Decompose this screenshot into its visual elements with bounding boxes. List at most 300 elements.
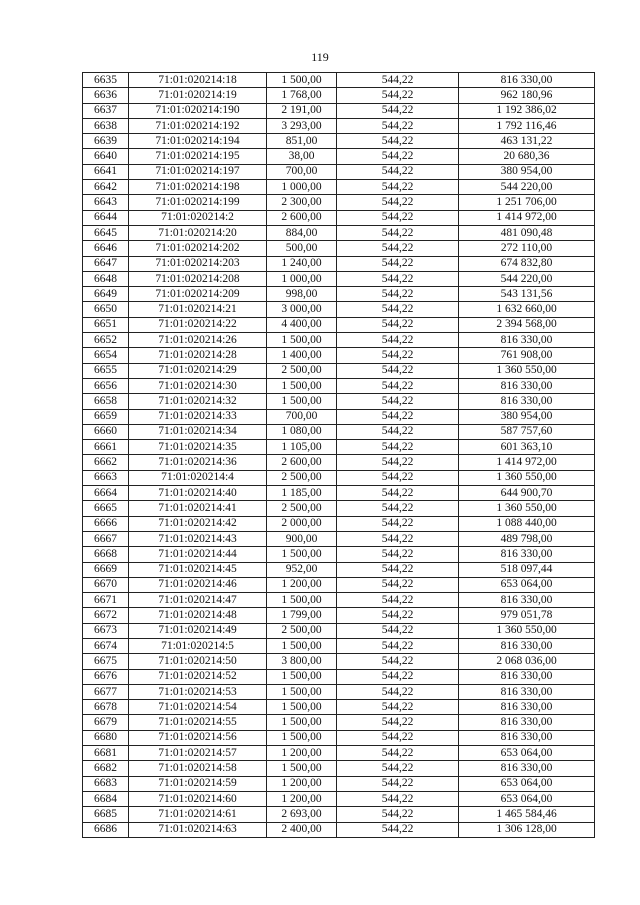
rate-cell: 544,22	[337, 730, 459, 745]
cadastral-number-cell: 71:01:020214:22	[129, 317, 267, 332]
area-cell: 2 000,00	[267, 516, 337, 531]
value-cell: 1 360 550,00	[459, 623, 595, 638]
row-number-cell: 6655	[83, 363, 129, 378]
rate-cell: 544,22	[337, 409, 459, 424]
cadastral-number-cell: 71:01:020214:43	[129, 531, 267, 546]
rate-cell: 544,22	[337, 516, 459, 531]
cadastral-number-cell: 71:01:020214:50	[129, 654, 267, 669]
cadastral-number-cell: 71:01:020214:34	[129, 424, 267, 439]
cadastral-number-cell: 71:01:020214:40	[129, 486, 267, 501]
cadastral-number-cell: 71:01:020214:20	[129, 225, 267, 240]
area-cell: 1 500,00	[267, 700, 337, 715]
value-cell: 544 220,00	[459, 180, 595, 195]
area-cell: 3 000,00	[267, 302, 337, 317]
cadastral-number-cell: 71:01:020214:55	[129, 715, 267, 730]
cadastral-number-cell: 71:01:020214:46	[129, 577, 267, 592]
row-number-cell: 6686	[83, 822, 129, 837]
table-row	[83, 730, 595, 745]
value-cell: 272 110,00	[459, 241, 595, 256]
area-cell: 1 500,00	[267, 638, 337, 653]
area-cell: 2 500,00	[267, 501, 337, 516]
cadastral-number-cell: 71:01:020214:203	[129, 256, 267, 271]
table-row	[83, 761, 595, 776]
area-cell: 1 500,00	[267, 333, 337, 348]
row-number-cell: 6679	[83, 715, 129, 730]
row-number-cell: 6640	[83, 149, 129, 164]
cadastral-number-cell: 71:01:020214:4	[129, 470, 267, 485]
rate-cell: 544,22	[337, 88, 459, 103]
area-cell: 1 500,00	[267, 394, 337, 409]
row-number-cell: 6669	[83, 562, 129, 577]
value-cell: 601 363,10	[459, 440, 595, 455]
value-cell: 816 330,00	[459, 333, 595, 348]
area-cell: 1 500,00	[267, 715, 337, 730]
value-cell: 1 360 550,00	[459, 363, 595, 378]
rate-cell: 544,22	[337, 593, 459, 608]
cadastral-number-cell: 71:01:020214:21	[129, 302, 267, 317]
table-row	[83, 501, 595, 516]
area-cell: 1 500,00	[267, 669, 337, 684]
row-number-cell: 6656	[83, 378, 129, 393]
row-number-cell: 6681	[83, 746, 129, 761]
table-row	[83, 791, 595, 806]
row-number-cell: 6647	[83, 256, 129, 271]
cadastral-number-cell: 71:01:020214:28	[129, 348, 267, 363]
rate-cell: 544,22	[337, 700, 459, 715]
cadastral-number-cell: 71:01:020214:198	[129, 180, 267, 195]
value-cell: 543 131,56	[459, 287, 595, 302]
value-cell: 816 330,00	[459, 669, 595, 684]
rate-cell: 544,22	[337, 195, 459, 210]
cadastral-number-cell: 71:01:020214:190	[129, 103, 267, 118]
rate-cell: 544,22	[337, 225, 459, 240]
table-row	[83, 684, 595, 699]
row-number-cell: 6680	[83, 730, 129, 745]
cadastral-number-cell: 71:01:020214:61	[129, 807, 267, 822]
row-number-cell: 6670	[83, 577, 129, 592]
cadastral-number-cell: 71:01:020214:26	[129, 333, 267, 348]
rate-cell: 544,22	[337, 791, 459, 806]
area-cell: 1 400,00	[267, 348, 337, 363]
rate-cell: 544,22	[337, 256, 459, 271]
table-row	[83, 348, 595, 363]
rate-cell: 544,22	[337, 394, 459, 409]
cadastral-number-cell: 71:01:020214:209	[129, 287, 267, 302]
value-cell: 816 330,00	[459, 761, 595, 776]
table-row	[83, 88, 595, 103]
table-row	[83, 225, 595, 240]
value-cell: 816 330,00	[459, 730, 595, 745]
cadastral-number-cell: 71:01:020214:58	[129, 761, 267, 776]
table-row	[83, 302, 595, 317]
area-cell: 3 800,00	[267, 654, 337, 669]
area-cell: 700,00	[267, 164, 337, 179]
table-row	[83, 654, 595, 669]
rate-cell: 544,22	[337, 654, 459, 669]
cadastral-number-cell: 71:01:020214:60	[129, 791, 267, 806]
row-number-cell: 6674	[83, 638, 129, 653]
cadastral-number-cell: 71:01:020214:42	[129, 516, 267, 531]
row-number-cell: 6645	[83, 225, 129, 240]
area-cell: 1 185,00	[267, 486, 337, 501]
rate-cell: 544,22	[337, 776, 459, 791]
value-cell: 816 330,00	[459, 700, 595, 715]
rate-cell: 544,22	[337, 73, 459, 88]
value-cell: 653 064,00	[459, 791, 595, 806]
cadastral-number-cell: 71:01:020214:199	[129, 195, 267, 210]
rate-cell: 544,22	[337, 715, 459, 730]
rate-cell: 544,22	[337, 807, 459, 822]
area-cell: 1 200,00	[267, 776, 337, 791]
area-cell: 3 293,00	[267, 118, 337, 133]
rate-cell: 544,22	[337, 348, 459, 363]
rate-cell: 544,22	[337, 317, 459, 332]
row-number-cell: 6644	[83, 210, 129, 225]
cadastral-number-cell: 71:01:020214:57	[129, 746, 267, 761]
value-cell: 816 330,00	[459, 547, 595, 562]
row-number-cell: 6677	[83, 684, 129, 699]
data-table	[82, 72, 595, 838]
area-cell: 1 500,00	[267, 547, 337, 562]
value-cell: 1 251 706,00	[459, 195, 595, 210]
area-cell: 1 500,00	[267, 378, 337, 393]
value-cell: 1 632 660,00	[459, 302, 595, 317]
row-number-cell: 6667	[83, 531, 129, 546]
value-cell: 816 330,00	[459, 394, 595, 409]
value-cell: 1 306 128,00	[459, 822, 595, 837]
rate-cell: 544,22	[337, 210, 459, 225]
row-number-cell: 6659	[83, 409, 129, 424]
row-number-cell: 6662	[83, 455, 129, 470]
rate-cell: 544,22	[337, 746, 459, 761]
area-cell: 1 240,00	[267, 256, 337, 271]
rate-cell: 544,22	[337, 440, 459, 455]
area-cell: 900,00	[267, 531, 337, 546]
cadastral-number-cell: 71:01:020214:48	[129, 608, 267, 623]
area-cell: 2 191,00	[267, 103, 337, 118]
value-cell: 544 220,00	[459, 271, 595, 286]
value-cell: 463 131,22	[459, 134, 595, 149]
value-cell: 518 097,44	[459, 562, 595, 577]
value-cell: 816 330,00	[459, 593, 595, 608]
row-number-cell: 6682	[83, 761, 129, 776]
area-cell: 2 600,00	[267, 210, 337, 225]
table-row	[83, 378, 595, 393]
row-number-cell: 6650	[83, 302, 129, 317]
value-cell: 481 090,48	[459, 225, 595, 240]
value-cell: 1 360 550,00	[459, 501, 595, 516]
table-row	[83, 103, 595, 118]
value-cell: 20 680,36	[459, 149, 595, 164]
cadastral-number-cell: 71:01:020214:208	[129, 271, 267, 286]
table-row	[83, 394, 595, 409]
cadastral-number-cell: 71:01:020214:49	[129, 623, 267, 638]
area-cell: 1 500,00	[267, 73, 337, 88]
area-cell: 2 400,00	[267, 822, 337, 837]
cadastral-number-cell: 71:01:020214:63	[129, 822, 267, 837]
row-number-cell: 6637	[83, 103, 129, 118]
cadastral-number-cell: 71:01:020214:195	[129, 149, 267, 164]
row-number-cell: 6658	[83, 394, 129, 409]
value-cell: 2 068 036,00	[459, 654, 595, 669]
table-row	[83, 118, 595, 133]
rate-cell: 544,22	[337, 761, 459, 776]
rate-cell: 544,22	[337, 608, 459, 623]
table-row	[83, 333, 595, 348]
cadastral-number-cell: 71:01:020214:29	[129, 363, 267, 378]
table-row	[83, 470, 595, 485]
area-cell: 1 768,00	[267, 88, 337, 103]
table-row	[83, 195, 595, 210]
area-cell: 1 500,00	[267, 730, 337, 745]
area-cell: 1 200,00	[267, 791, 337, 806]
table-row	[83, 577, 595, 592]
cadastral-number-cell: 71:01:020214:202	[129, 241, 267, 256]
value-cell: 653 064,00	[459, 776, 595, 791]
area-cell: 1 200,00	[267, 577, 337, 592]
row-number-cell: 6649	[83, 287, 129, 302]
rate-cell: 544,22	[337, 363, 459, 378]
area-cell: 1 500,00	[267, 593, 337, 608]
table-row	[83, 608, 595, 623]
table-row	[83, 424, 595, 439]
area-cell: 1 500,00	[267, 761, 337, 776]
rate-cell: 544,22	[337, 424, 459, 439]
area-cell: 1 500,00	[267, 684, 337, 699]
table-row	[83, 164, 595, 179]
row-number-cell: 6643	[83, 195, 129, 210]
cadastral-number-cell: 71:01:020214:18	[129, 73, 267, 88]
table-row	[83, 455, 595, 470]
value-cell: 816 330,00	[459, 73, 595, 88]
cadastral-number-cell: 71:01:020214:194	[129, 134, 267, 149]
table-row	[83, 700, 595, 715]
area-cell: 1 080,00	[267, 424, 337, 439]
area-cell: 2 500,00	[267, 623, 337, 638]
area-cell: 998,00	[267, 287, 337, 302]
value-cell: 816 330,00	[459, 638, 595, 653]
value-cell: 653 064,00	[459, 746, 595, 761]
cadastral-number-cell: 71:01:020214:35	[129, 440, 267, 455]
value-cell: 1 414 972,00	[459, 210, 595, 225]
table-row	[83, 210, 595, 225]
rate-cell: 544,22	[337, 577, 459, 592]
row-number-cell: 6668	[83, 547, 129, 562]
row-number-cell: 6665	[83, 501, 129, 516]
row-number-cell: 6676	[83, 669, 129, 684]
cadastral-number-cell: 71:01:020214:47	[129, 593, 267, 608]
area-cell: 1 200,00	[267, 746, 337, 761]
cadastral-number-cell: 71:01:020214:56	[129, 730, 267, 745]
value-cell: 962 180,96	[459, 88, 595, 103]
cadastral-number-cell: 71:01:020214:192	[129, 118, 267, 133]
rate-cell: 544,22	[337, 486, 459, 501]
table-row	[83, 669, 595, 684]
row-number-cell: 6685	[83, 807, 129, 822]
rate-cell: 544,22	[337, 638, 459, 653]
area-cell: 1 799,00	[267, 608, 337, 623]
table-row	[83, 317, 595, 332]
table-row	[83, 807, 595, 822]
rate-cell: 544,22	[337, 164, 459, 179]
area-cell: 1 000,00	[267, 271, 337, 286]
table-row	[83, 180, 595, 195]
cadastral-number-cell: 71:01:020214:59	[129, 776, 267, 791]
area-cell: 2 693,00	[267, 807, 337, 822]
rate-cell: 544,22	[337, 241, 459, 256]
row-number-cell: 6678	[83, 700, 129, 715]
cadastral-number-cell: 71:01:020214:33	[129, 409, 267, 424]
value-cell: 816 330,00	[459, 378, 595, 393]
row-number-cell: 6671	[83, 593, 129, 608]
table-row	[83, 440, 595, 455]
row-number-cell: 6652	[83, 333, 129, 348]
value-cell: 816 330,00	[459, 684, 595, 699]
rate-cell: 544,22	[337, 118, 459, 133]
row-number-cell: 6666	[83, 516, 129, 531]
table-body	[83, 73, 595, 838]
value-cell: 2 394 568,00	[459, 317, 595, 332]
table-row	[83, 134, 595, 149]
rate-cell: 544,22	[337, 333, 459, 348]
cadastral-number-cell: 71:01:020214:32	[129, 394, 267, 409]
table-row	[83, 256, 595, 271]
cadastral-number-cell: 71:01:020214:30	[129, 378, 267, 393]
cadastral-number-cell: 71:01:020214:52	[129, 669, 267, 684]
row-number-cell: 6663	[83, 470, 129, 485]
cadastral-number-cell: 71:01:020214:197	[129, 164, 267, 179]
cadastral-number-cell: 71:01:020214:2	[129, 210, 267, 225]
rate-cell: 544,22	[337, 531, 459, 546]
rate-cell: 544,22	[337, 501, 459, 516]
row-number-cell: 6648	[83, 271, 129, 286]
value-cell: 1 465 584,46	[459, 807, 595, 822]
value-cell: 653 064,00	[459, 577, 595, 592]
area-cell: 1 105,00	[267, 440, 337, 455]
rate-cell: 544,22	[337, 103, 459, 118]
value-cell: 380 954,00	[459, 164, 595, 179]
area-cell: 38,00	[267, 149, 337, 164]
value-cell: 1 360 550,00	[459, 470, 595, 485]
rate-cell: 544,22	[337, 623, 459, 638]
value-cell: 1 192 386,02	[459, 103, 595, 118]
area-cell: 700,00	[267, 409, 337, 424]
rate-cell: 544,22	[337, 562, 459, 577]
rate-cell: 544,22	[337, 134, 459, 149]
table-row	[83, 271, 595, 286]
table-row	[83, 241, 595, 256]
table-row	[83, 746, 595, 761]
value-cell: 1 088 440,00	[459, 516, 595, 531]
rate-cell: 544,22	[337, 287, 459, 302]
row-number-cell: 6642	[83, 180, 129, 195]
value-cell: 380 954,00	[459, 409, 595, 424]
rate-cell: 544,22	[337, 180, 459, 195]
table-row	[83, 715, 595, 730]
row-number-cell: 6635	[83, 73, 129, 88]
table-row	[83, 363, 595, 378]
area-cell: 884,00	[267, 225, 337, 240]
row-number-cell: 6639	[83, 134, 129, 149]
row-number-cell: 6664	[83, 486, 129, 501]
rate-cell: 544,22	[337, 547, 459, 562]
value-cell: 587 757,60	[459, 424, 595, 439]
row-number-cell: 6636	[83, 88, 129, 103]
rate-cell: 544,22	[337, 669, 459, 684]
area-cell: 2 500,00	[267, 363, 337, 378]
area-cell: 500,00	[267, 241, 337, 256]
row-number-cell: 6646	[83, 241, 129, 256]
row-number-cell: 6641	[83, 164, 129, 179]
cadastral-number-cell: 71:01:020214:54	[129, 700, 267, 715]
cadastral-number-cell: 71:01:020214:41	[129, 501, 267, 516]
value-cell: 1 792 116,46	[459, 118, 595, 133]
row-number-cell: 6684	[83, 791, 129, 806]
table-row	[83, 547, 595, 562]
row-number-cell: 6654	[83, 348, 129, 363]
cadastral-number-cell: 71:01:020214:45	[129, 562, 267, 577]
area-cell: 851,00	[267, 134, 337, 149]
row-number-cell: 6651	[83, 317, 129, 332]
cadastral-number-cell: 71:01:020214:44	[129, 547, 267, 562]
area-cell: 2 300,00	[267, 195, 337, 210]
table-row	[83, 776, 595, 791]
table-row	[83, 409, 595, 424]
value-cell: 489 798,00	[459, 531, 595, 546]
area-cell: 4 400,00	[267, 317, 337, 332]
value-cell: 979 051,78	[459, 608, 595, 623]
rate-cell: 544,22	[337, 470, 459, 485]
table-row	[83, 638, 595, 653]
rate-cell: 544,22	[337, 271, 459, 286]
row-number-cell: 6672	[83, 608, 129, 623]
rate-cell: 544,22	[337, 822, 459, 837]
cadastral-number-cell: 71:01:020214:53	[129, 684, 267, 699]
rate-cell: 544,22	[337, 302, 459, 317]
area-cell: 2 500,00	[267, 470, 337, 485]
row-number-cell: 6675	[83, 654, 129, 669]
table-row	[83, 149, 595, 164]
area-cell: 952,00	[267, 562, 337, 577]
cadastral-number-cell: 71:01:020214:5	[129, 638, 267, 653]
table-row	[83, 287, 595, 302]
value-cell: 674 832,80	[459, 256, 595, 271]
row-number-cell: 6683	[83, 776, 129, 791]
page-number: 119	[311, 50, 329, 64]
table-row	[83, 822, 595, 837]
table-row	[83, 73, 595, 88]
row-number-cell: 6661	[83, 440, 129, 455]
cadastral-number-cell: 71:01:020214:36	[129, 455, 267, 470]
rate-cell: 544,22	[337, 455, 459, 470]
rate-cell: 544,22	[337, 378, 459, 393]
value-cell: 816 330,00	[459, 715, 595, 730]
cadastral-number-cell: 71:01:020214:19	[129, 88, 267, 103]
rate-cell: 544,22	[337, 149, 459, 164]
area-cell: 1 000,00	[267, 180, 337, 195]
table-container	[82, 72, 594, 838]
table-row	[83, 593, 595, 608]
row-number-cell: 6638	[83, 118, 129, 133]
value-cell: 1 414 972,00	[459, 455, 595, 470]
table-row	[83, 623, 595, 638]
value-cell: 644 900,70	[459, 486, 595, 501]
row-number-cell: 6673	[83, 623, 129, 638]
table-row	[83, 531, 595, 546]
table-row	[83, 486, 595, 501]
row-number-cell: 6660	[83, 424, 129, 439]
value-cell: 761 908,00	[459, 348, 595, 363]
